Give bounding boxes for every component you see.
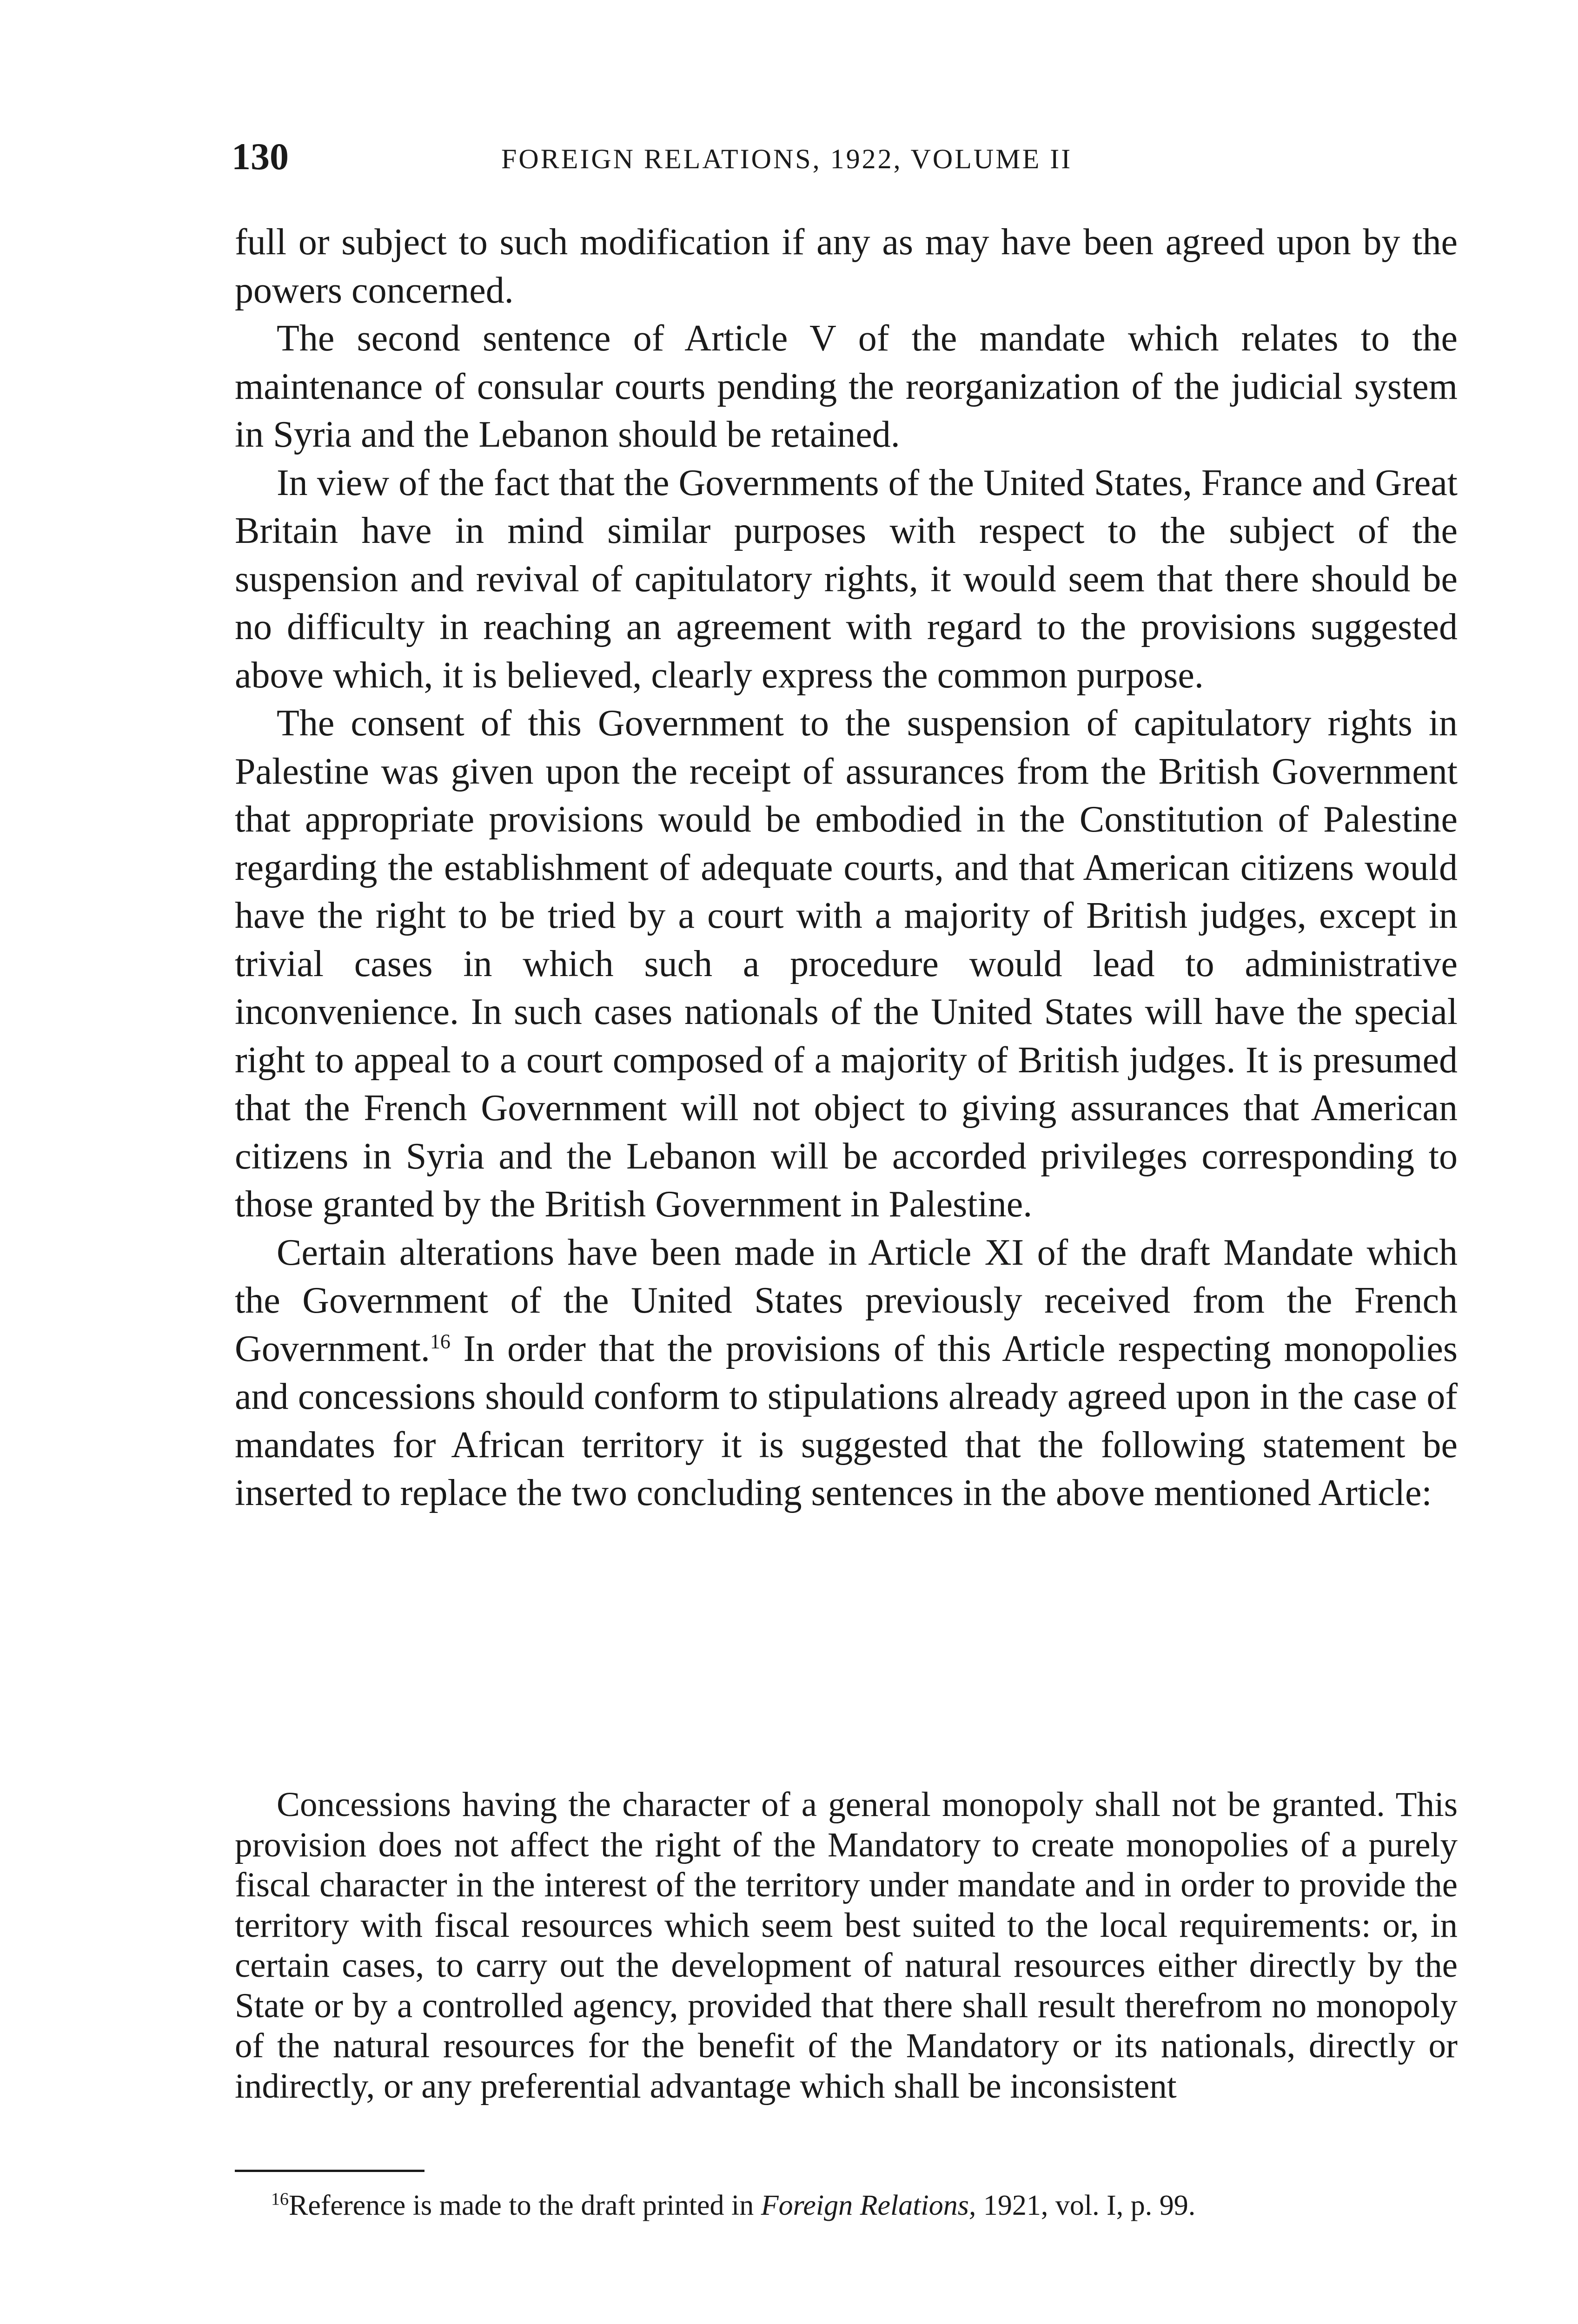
paragraph-continuation: full or subject to such modification if any as may have been agreed upon by the powers concerned. (235, 222, 1458, 311)
paragraph-article-xi (235, 1229, 1458, 1518)
paragraph-article-xi-text-2: In order that the provisions of this Article respecting monopolies and concessions should conform to stipulations already agreed upon in the case of mandates for African territory it is suggested that the following statement be inserted to replace the two concluding sentences in the above mentioned Article: (235, 1328, 1458, 1513)
footnote-text-2: 1921, vol. I, p. 99. (976, 2190, 1196, 2221)
paragraph-common-purpose: In view of the fact that the Governments of the United States, France and Great Britain have in mind similar purposes with respect to the subject of the suspension and revival of capitulatory rights, it would seem that there should be no difficulty in reaching an agreement with regard to the provisions suggested above which, it is believed, clearly express the common purpose. (235, 462, 1458, 696)
footnote-reference: 16 (430, 1329, 451, 1353)
footnote-16 (235, 2187, 1458, 2224)
page-header (232, 131, 1454, 182)
running-title: FOREIGN RELATIONS, 1922, VOLUME II (501, 144, 1073, 174)
paragraph-article-v: The second sentence of Article V of the mandate which relates to the maintenance of consular courts pending the reorganization of the judicial system in Syria and the Lebanon should be retained. (235, 318, 1458, 455)
paragraph-palestine-consent: The consent of this Government to the suspension of capitulatory rights in Palestine was given upon the receipt of assurances from the British Government that appropriate provisions would be embodied in the Constitution of Palestine regarding the establishment of adequate courts, and that American citizens would have the right to be tried by a court with a majority of British judges, except in trivial cases in which such a procedure would lead to administrative inconvenience. In such cases nationals of the United States will have the special right to appeal to a court composed of a majority of British judges. It is presumed that the French Government will not object to giving assurances that American citizens in Syria and the Lebanon will be accorded privileges corresponding to those granted by the British Government in Palestine. (235, 703, 1458, 1225)
footnote-marker: 16 (271, 2189, 289, 2209)
paragraph-article-xi-text-1: Certain alterations have been made in Article XI of the draft Mandate which the Government of the United States previously received from the French Government. (235, 1232, 1458, 1369)
main-text (235, 218, 1458, 1518)
block-quote-concessions: Concessions having the character of a general monopoly shall not be granted. This provision does not affect the right of the Mandatory to create monopolies of a purely fiscal character in the interest of the territory under mandate and in order to provide the territory with fiscal resources which seem best suited to the local requirements: or, in certain cases, to carry out the development of natural resources either directly by the State or by a controlled agency, provided that there shall result therefrom no monopoly of the natural resources for the benefit of the Mandatory or its nationals, directly or indirectly, or any preferential advantage which shall be inconsistent (235, 1785, 1458, 2106)
footnote-divider (235, 2170, 424, 2172)
footnote-source-title: Foreign Relations, (761, 2190, 976, 2221)
page-number: 130 (232, 135, 289, 178)
footnote-text-1: Reference is made to the draft printed in (289, 2190, 761, 2221)
